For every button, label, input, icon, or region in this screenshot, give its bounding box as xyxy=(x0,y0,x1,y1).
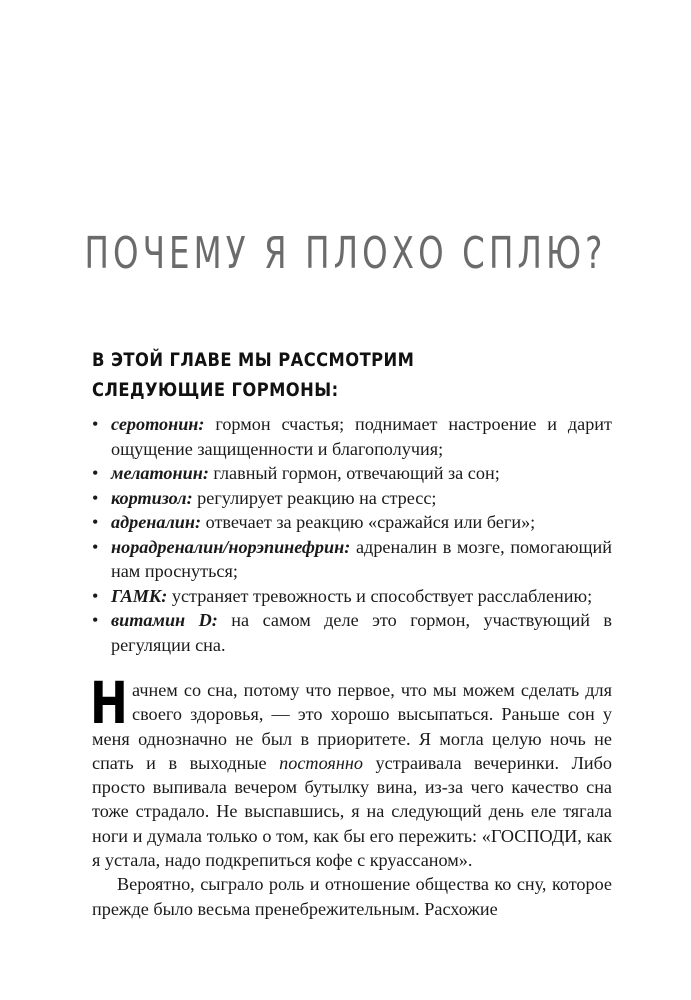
description: устраняет тревожность и способствует расслаблению; xyxy=(167,585,593,606)
drop-cap: Н xyxy=(90,669,128,737)
term-vitamin-d: витамин D: xyxy=(111,610,218,630)
section-heading-line-2: СЛЕДУЮЩИЕ ГОРМОНЫ: xyxy=(92,379,339,401)
bullet-icon: • xyxy=(92,536,99,557)
paragraph-1 xyxy=(90,669,612,872)
term-adrenaline: адреналин: xyxy=(111,512,202,532)
list-item-serotonin xyxy=(92,412,612,461)
section-heading-line-1: В ЭТОЙ ГЛАВЕ МЫ РАССМОТРИМ xyxy=(92,349,415,371)
list-item-melatonin xyxy=(92,461,612,486)
term-gaba: ГАМК: xyxy=(111,585,168,606)
description: регулирует реакцию на стресс; xyxy=(192,487,437,508)
emphasis-postoyanno: постоянно xyxy=(279,752,364,773)
description: адреналин в мозге, помогающий нам проснуться; xyxy=(111,536,612,581)
list-item-gaba xyxy=(92,584,612,609)
description: на самом деле это гормон, участвующий в регуляции сна. xyxy=(111,610,612,655)
bullet-icon: • xyxy=(92,414,99,434)
list-item-adrenaline xyxy=(92,510,612,535)
body-text xyxy=(90,669,612,921)
paragraph-1-text-a: ачнем со сна, потому что первое, что мы можем сделать для своего здоровья, — это хорошо высыпаться. Раньше сон у меня однозначно не был в приоритете. Я могла целую ночь не спать и в выходные xyxy=(92,680,612,773)
bullet-icon: • xyxy=(92,512,99,532)
chapter-title: ПОЧЕМУ Я ПЛОХО СПЛЮ? xyxy=(84,228,607,279)
list-item-noradrenaline xyxy=(92,535,612,584)
hormone-list xyxy=(92,412,612,657)
paragraph-2: Вероятно, сыграло роль и отношение общества ко сну, которое прежде было весьма пренебрежительным. Расхожие xyxy=(92,874,612,919)
bullet-icon: • xyxy=(92,585,99,606)
term-cortisol: кортизол: xyxy=(111,487,193,508)
paragraph-1-text-b: устраивала вечеринки. Либо просто выпивала вечером бутылку вина, из-за чего качество сна тоже страдало. Не выспавшись, я на следующий день еле тягала ноги и думала только о том, как бы его пережить: «ГОСПОДИ, как я устала, надо подкрепиться кофе с круассаном». xyxy=(92,752,612,871)
section-heading xyxy=(92,345,539,405)
bullet-icon: • xyxy=(92,610,99,630)
term-noradrenaline: норадреналин/норэпинефрин: xyxy=(111,536,351,557)
description: главный гормон, отвечающий за сон; xyxy=(208,463,500,483)
description: отвечает за реакцию «сражайся или беги»; xyxy=(201,512,536,532)
term-serotonin: серотонин: xyxy=(111,414,205,434)
list-item-cortisol xyxy=(92,486,612,511)
bullet-icon: • xyxy=(92,487,99,508)
bullet-icon: • xyxy=(92,463,99,483)
description: гормон счастья; поднимает настроение и дарит ощущение защищенности и благополучия; xyxy=(111,414,612,459)
term-melatonin: мелатонин: xyxy=(111,463,209,483)
list-item-vitamin-d xyxy=(92,608,612,657)
